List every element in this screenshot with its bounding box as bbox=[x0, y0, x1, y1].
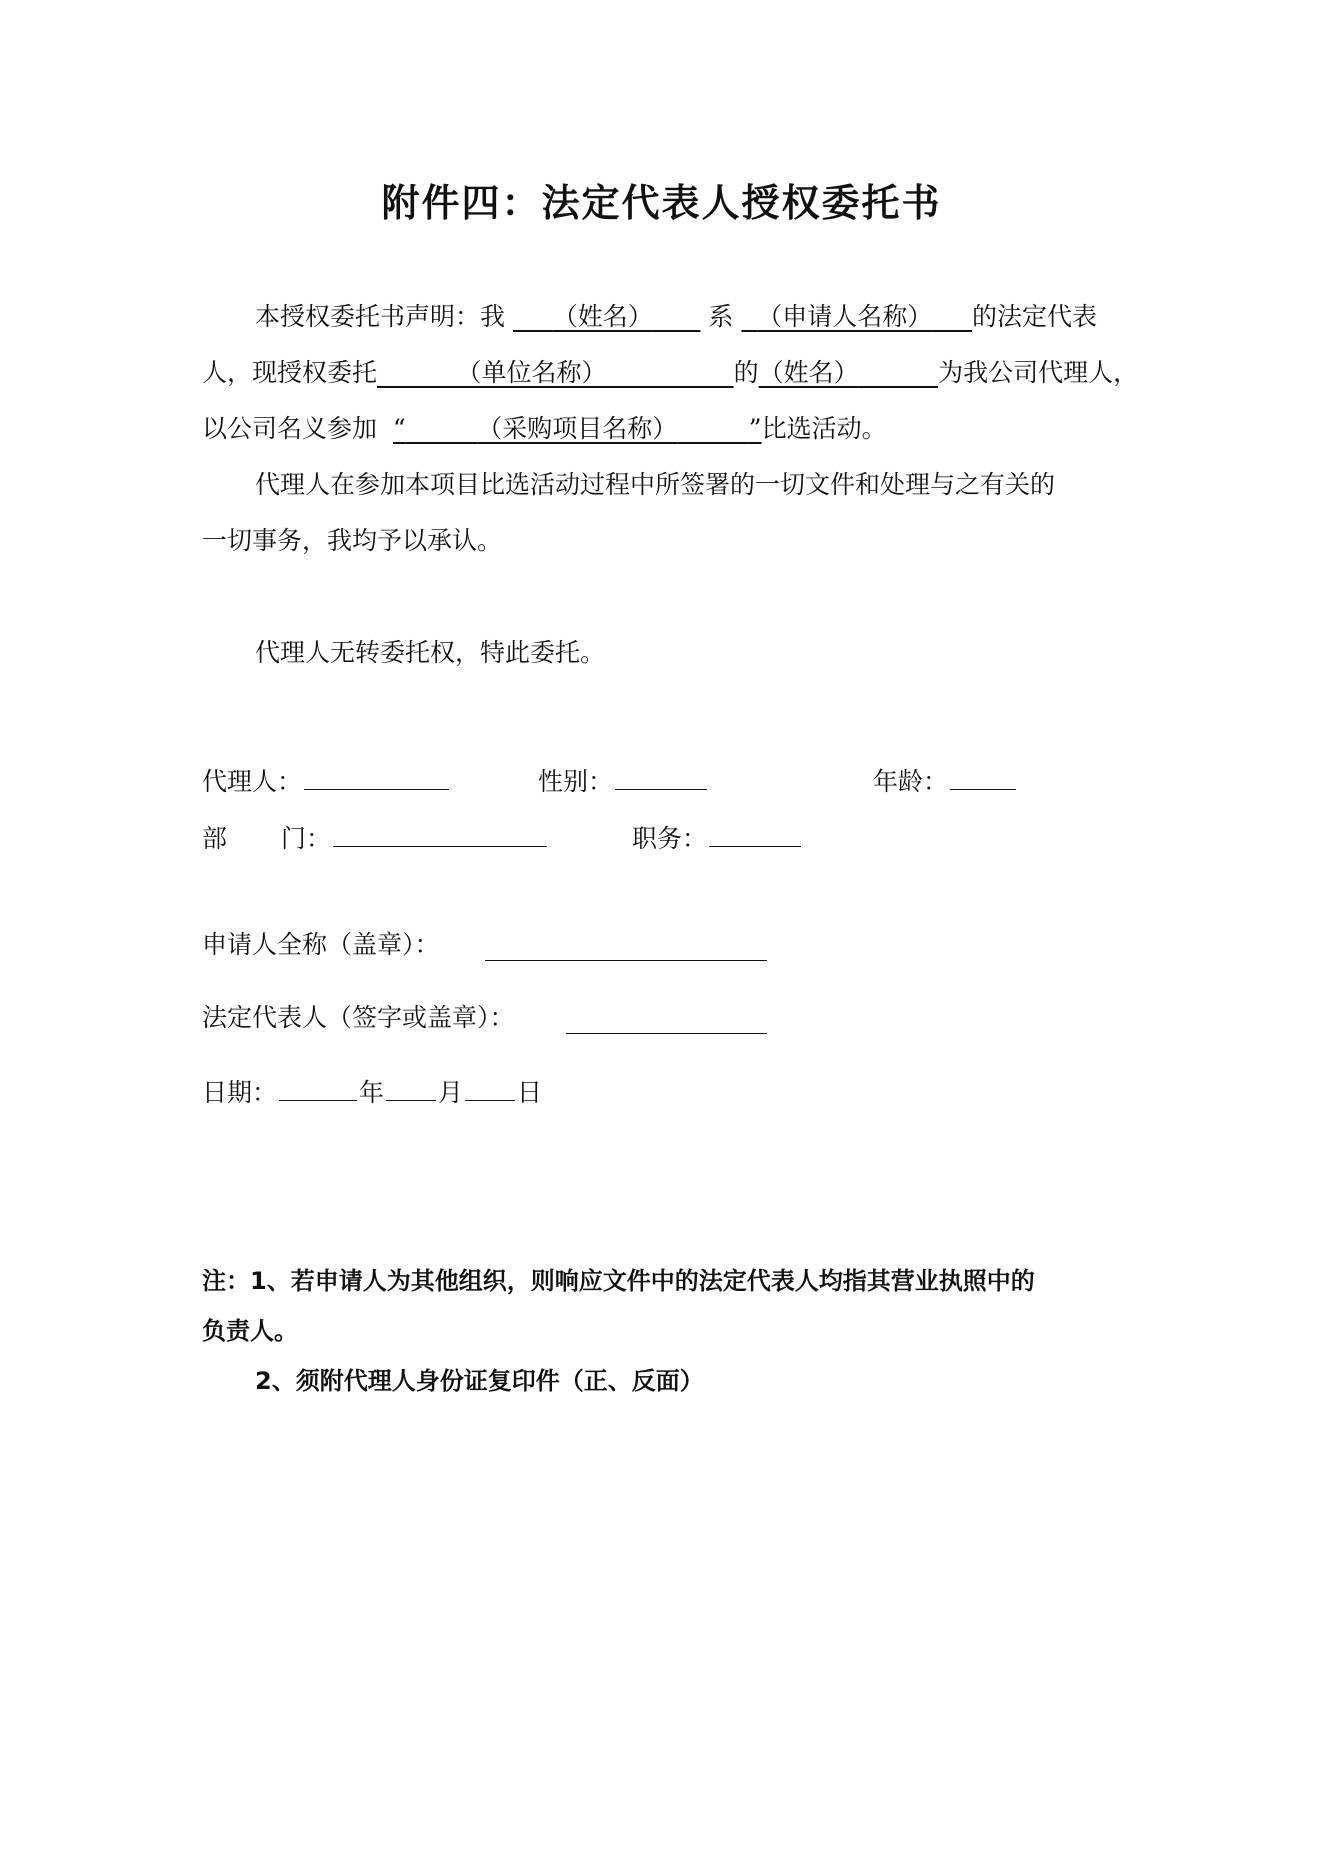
declaration-text: 以公司名义参加 bbox=[202, 414, 378, 443]
name-placeholder-2: （姓名） bbox=[758, 358, 859, 387]
paragraph-3: 代理人无转委托权，特此委托。 bbox=[255, 638, 606, 667]
position-label: 职务： bbox=[632, 824, 708, 853]
declaration-text: 为我公司代理人， bbox=[938, 358, 1139, 387]
agent-blank[interactable] bbox=[304, 763, 449, 790]
declaration-text: 人，现授权委托 bbox=[202, 358, 378, 387]
age-label: 年龄： bbox=[873, 767, 949, 796]
legal-rep-blank[interactable] bbox=[566, 1007, 767, 1034]
applicant-placeholder: （申请人名称） bbox=[757, 302, 933, 331]
project-placeholder: “ （采购项目名称） ” bbox=[392, 414, 762, 443]
note-line-2: 负责人。 bbox=[202, 1317, 298, 1345]
age-field bbox=[873, 763, 1018, 799]
paragraph-2-line-1: 代理人在参加本项目比选活动过程中所签署的一切文件和处理与之有关的 bbox=[255, 470, 1056, 499]
gender-field bbox=[538, 763, 709, 799]
gender-blank[interactable] bbox=[615, 763, 707, 790]
date-year-blank[interactable] bbox=[279, 1074, 357, 1101]
date-month-blank[interactable] bbox=[386, 1074, 436, 1101]
day-label: 日 bbox=[517, 1078, 543, 1107]
applicant-fullname-blank[interactable] bbox=[485, 934, 767, 961]
year-label: 年 bbox=[359, 1078, 385, 1107]
note-line-1: 注：1、若申请人为其他组织，则响应文件中的法定代表人均指其营业执照中的 bbox=[202, 1267, 1035, 1295]
dept-field bbox=[202, 820, 549, 856]
age-blank[interactable] bbox=[950, 763, 1016, 790]
dept-blank[interactable] bbox=[333, 820, 547, 847]
legal-rep-field bbox=[202, 1001, 515, 1035]
dept-label-1: 部 bbox=[202, 824, 228, 853]
declaration-text: 本授权委托书声明：我 bbox=[255, 302, 506, 331]
date-day-blank[interactable] bbox=[465, 1074, 515, 1101]
applicant-fullname-label: 申请人全称（盖章）： bbox=[202, 930, 440, 959]
agent-label: 代理人： bbox=[202, 767, 303, 796]
unit-placeholder: （单位名称） bbox=[456, 358, 607, 387]
declaration-line-1 bbox=[255, 300, 1097, 334]
declaration-text: 的法定代表 bbox=[971, 302, 1097, 331]
agent-field bbox=[202, 763, 451, 799]
gender-label: 性别： bbox=[538, 767, 614, 796]
date-label: 日期： bbox=[202, 1078, 278, 1107]
applicant-fullname-field bbox=[202, 928, 440, 962]
legal-rep-label: 法定代表人（签字或盖章）： bbox=[202, 1003, 515, 1032]
declaration-text: 系 bbox=[708, 302, 734, 331]
document-title: 附件四：法定代表人授权委托书 bbox=[381, 181, 942, 225]
date-field bbox=[202, 1074, 542, 1110]
position-field bbox=[632, 820, 803, 856]
name-placeholder: （姓名） bbox=[552, 302, 653, 331]
declaration-line-2 bbox=[202, 356, 1138, 390]
note-line-3: 2、须附代理人身份证复印件（正、反面） bbox=[255, 1367, 704, 1395]
declaration-text: 比选活动。 bbox=[761, 414, 887, 443]
position-blank[interactable] bbox=[709, 820, 801, 847]
declaration-text: 的 bbox=[733, 358, 759, 387]
declaration-line-3 bbox=[202, 412, 887, 446]
paragraph-2-line-2: 一切事务，我均予以承认。 bbox=[202, 526, 503, 555]
dept-label-2: 门： bbox=[281, 824, 332, 853]
month-label: 月 bbox=[438, 1078, 464, 1107]
